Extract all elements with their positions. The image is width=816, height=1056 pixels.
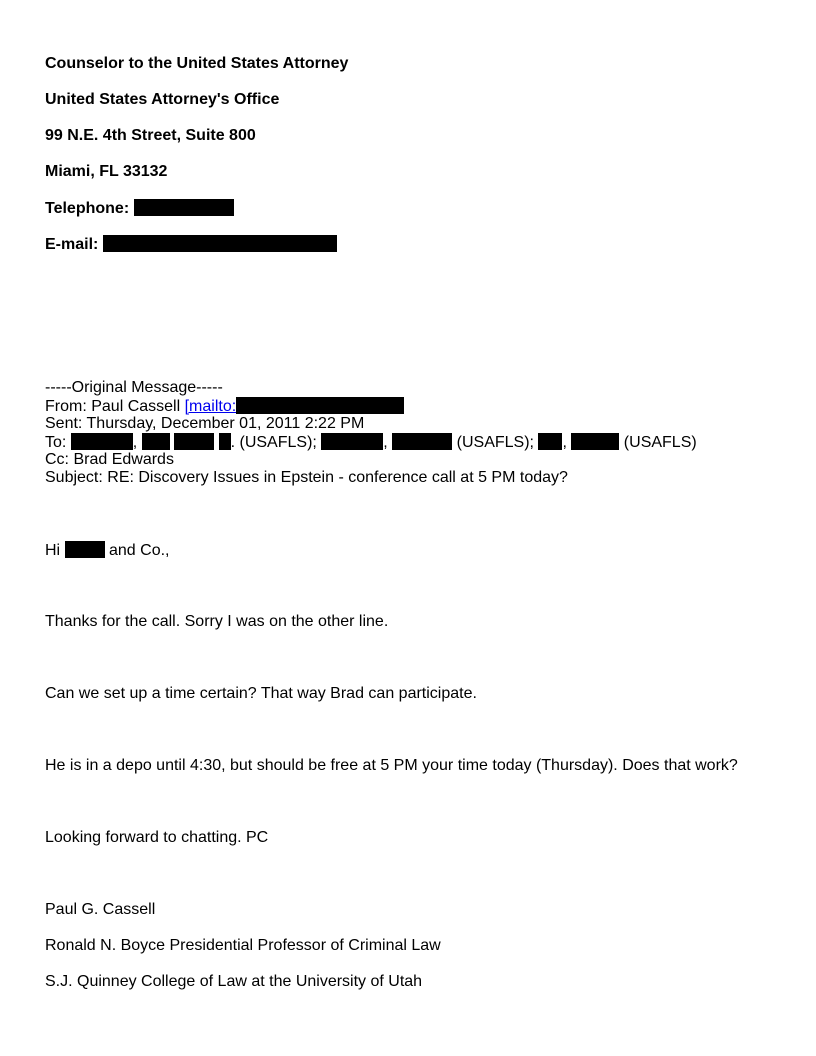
signature-school: S.J. Quinney College of Law at the University of Utah: [45, 973, 423, 990]
from-line: [45, 397, 404, 416]
email-label: E-mail:: [45, 236, 99, 253]
to-separator: ,: [562, 434, 567, 451]
redaction-block: [571, 433, 619, 450]
redaction-block: [174, 433, 214, 450]
signature-street: 99 N.E. 4th Street, Suite 800: [45, 127, 256, 144]
redaction-block: [392, 433, 452, 450]
redaction-block: [321, 433, 383, 450]
to-separator: (USAFLS): [619, 434, 697, 451]
to-label: To:: [45, 434, 71, 451]
redaction-block: [134, 199, 234, 216]
email-line: [45, 235, 337, 254]
mailto-link[interactable]: [mailto:: [184, 398, 237, 415]
to-line: [45, 433, 697, 452]
signature-office: United States Attorney's Office: [45, 91, 280, 108]
redaction-block: [71, 433, 133, 450]
signature-city: Miami, FL 33132: [45, 163, 168, 180]
signature-name: Paul G. Cassell: [45, 901, 156, 918]
signature-title: Counselor to the United States Attorney: [45, 55, 349, 72]
telephone-line: [45, 199, 234, 218]
telephone-label: Telephone:: [45, 200, 130, 217]
signature-position: Ronald N. Boyce Presidential Professor of Criminal Law: [45, 937, 441, 954]
greeting-line: [45, 541, 170, 560]
to-separator: ,: [383, 434, 388, 451]
from-label: From: Paul Cassell: [45, 398, 185, 415]
redaction-block: [65, 541, 105, 558]
greeting-start: Hi: [45, 542, 65, 559]
body-paragraph: Thanks for the call. Sorry I was on the other line.: [45, 613, 389, 630]
body-paragraph: Looking forward to chatting. PC: [45, 829, 269, 846]
redaction-block: [103, 235, 337, 252]
cc-line: Cc: Brad Edwards: [45, 451, 174, 468]
to-separator: ,: [132, 434, 138, 451]
to-separator: (USAFLS);: [452, 434, 534, 451]
body-paragraph: Can we set up a time certain? That way Brad can participate.: [45, 685, 477, 702]
redaction-block: [142, 433, 170, 450]
to-separator: . (USAFLS);: [230, 434, 317, 451]
redaction-block: [538, 433, 562, 450]
subject-line: Subject: RE: Discovery Issues in Epstein - conference call at 5 PM today?: [45, 469, 568, 486]
redaction-block: [219, 433, 231, 450]
redaction-block: [236, 397, 404, 414]
sent-line: Sent: Thursday, December 01, 2011 2:22 PM: [45, 415, 365, 432]
body-paragraph: He is in a depo until 4:30, but should be free at 5 PM your time today (Thursday). Does that work?: [45, 757, 738, 774]
greeting-end: and Co.,: [104, 542, 170, 559]
original-message-separator: -----Original Message-----: [45, 379, 223, 396]
